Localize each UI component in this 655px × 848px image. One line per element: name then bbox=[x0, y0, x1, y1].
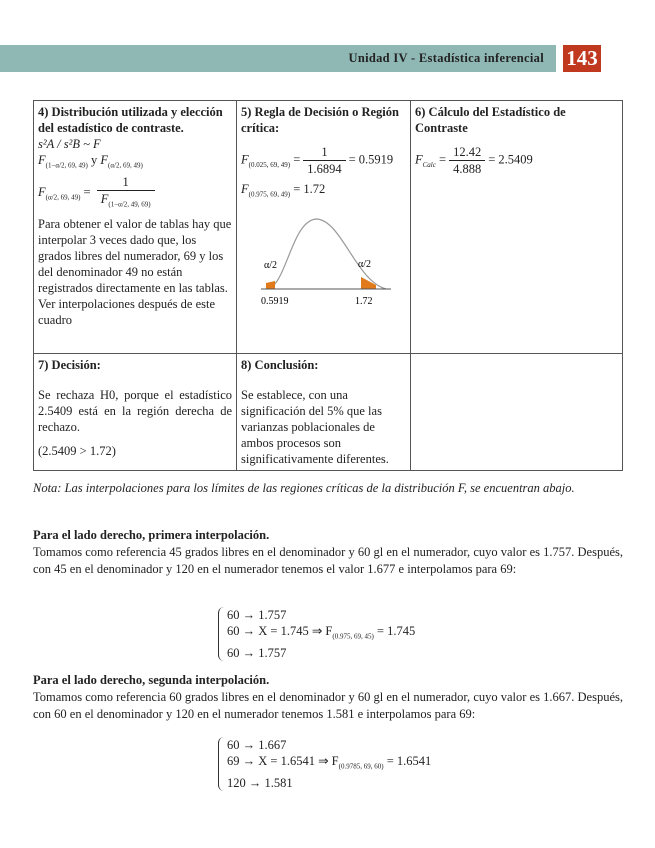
left-rejection-region bbox=[266, 281, 275, 289]
cell-empty bbox=[411, 354, 623, 471]
interp1-system: 60 → 1.757 60 → X = 1.745 ⇒ $F_{(0.975, 69, 45)} = 1.745$ 60 → 1.757 bbox=[218, 607, 415, 661]
f-upper: $F_{(0.975, 69, 49)} = 1.72$ bbox=[241, 182, 326, 199]
f-lower: $F_{(0.025, 69, 49)}$ = $\frac{1}{1.6894}$ = 0.5919 bbox=[241, 145, 394, 176]
alpha-right-label: α/2 bbox=[358, 258, 372, 270]
crit-right-label: 1.72 bbox=[355, 295, 373, 307]
f-calc: $F_{Calc}$ = $\frac{12.42}{4.888}$ = 2.5409 bbox=[415, 145, 533, 176]
crit-left-label: 0.5919 bbox=[261, 295, 289, 307]
dist-formula: s²A / s²B ~ F bbox=[38, 137, 101, 151]
cell-distribution bbox=[34, 101, 237, 354]
hypothesis-table bbox=[33, 100, 623, 471]
cell8-text: Se establece, con una significación del 5% que las varianzas poblacionales de ambos procesos son significativamente diferentes. bbox=[241, 388, 389, 466]
alpha-left-label: α/2 bbox=[264, 259, 278, 271]
cell-conclusion bbox=[237, 354, 411, 471]
cell8-title: 8) Conclusión: bbox=[241, 358, 319, 372]
interp1-title: Para el lado derecho, primera interpolación. bbox=[33, 528, 270, 542]
cell4-text: Para obtener el valor de tablas hay que interpolar 3 veces dado que, los grados libres del numerador, 69 y los del denominador 49 no están registrados directamente en las tablas. Ver interpolaciones después de este cuadro bbox=[38, 217, 232, 327]
cell7-title: 7) Decisión: bbox=[38, 358, 101, 372]
f-pair: $F_{(1-\alpha/2, 69, 49)}$ y $F_{(\alpha/2, 69, 49)}$ bbox=[38, 153, 143, 170]
cell5-title: 5) Regla de Decisión o Región crítica: bbox=[241, 105, 399, 135]
f-distribution-curve bbox=[261, 211, 391, 311]
cell-decision-rule bbox=[237, 101, 411, 354]
header-title: Unidad IV - Estadística inferencial bbox=[348, 51, 544, 65]
page-number: 143 bbox=[563, 45, 601, 72]
interp2-system: 60 → 1.667 69 → X = 1.6541 ⇒ $F_{(0.9785, 69, 60)} = 1.6541$ 120 → 1.581 bbox=[218, 737, 431, 791]
cell4-title: 4) Distribución utilizada y elección del estadístico de contraste. bbox=[38, 105, 223, 135]
f-reciprocal: $F_{(\alpha/2, 69, 49)}$ = $\frac{1}{F_{(1-\alpha/2, 49, 69)}}$ bbox=[38, 174, 232, 213]
note: Nota: Las interpolaciones para los límites de las regiones críticas de la distribución F, se encuentran abajo. bbox=[33, 481, 575, 495]
cell7-text: Se rechaza H0, porque el estadístico 2.5409 está en la región derecha de rechazo. bbox=[38, 388, 232, 434]
interp2-text: Tomamos como referencia 60 grados libres en el denominador y 60 gl en el numerador, cuyo valor es 1.667. Después, con 60 en el denominador y 120 en el numerador tenemos 1.581 e interpolamos para 69: bbox=[33, 690, 623, 721]
cell-statistic bbox=[411, 101, 623, 354]
cell6-title: 6) Cálculo del Estadístico de Contraste bbox=[415, 105, 566, 135]
cell7-ineq: (2.5409 > 1.72) bbox=[38, 444, 116, 458]
header-band bbox=[0, 45, 556, 72]
cell-decision bbox=[34, 354, 237, 471]
interp2-title: Para el lado derecho, segunda interpolación. bbox=[33, 673, 270, 687]
interp1-text: Tomamos como referencia 45 grados libres en el denominador y 60 gl en el numerador, cuyo valor es 1.757. Después, con 45 en el denominador y 120 en el numerador tenemos el valor 1.677 e interpolamos para 69: bbox=[33, 545, 623, 576]
